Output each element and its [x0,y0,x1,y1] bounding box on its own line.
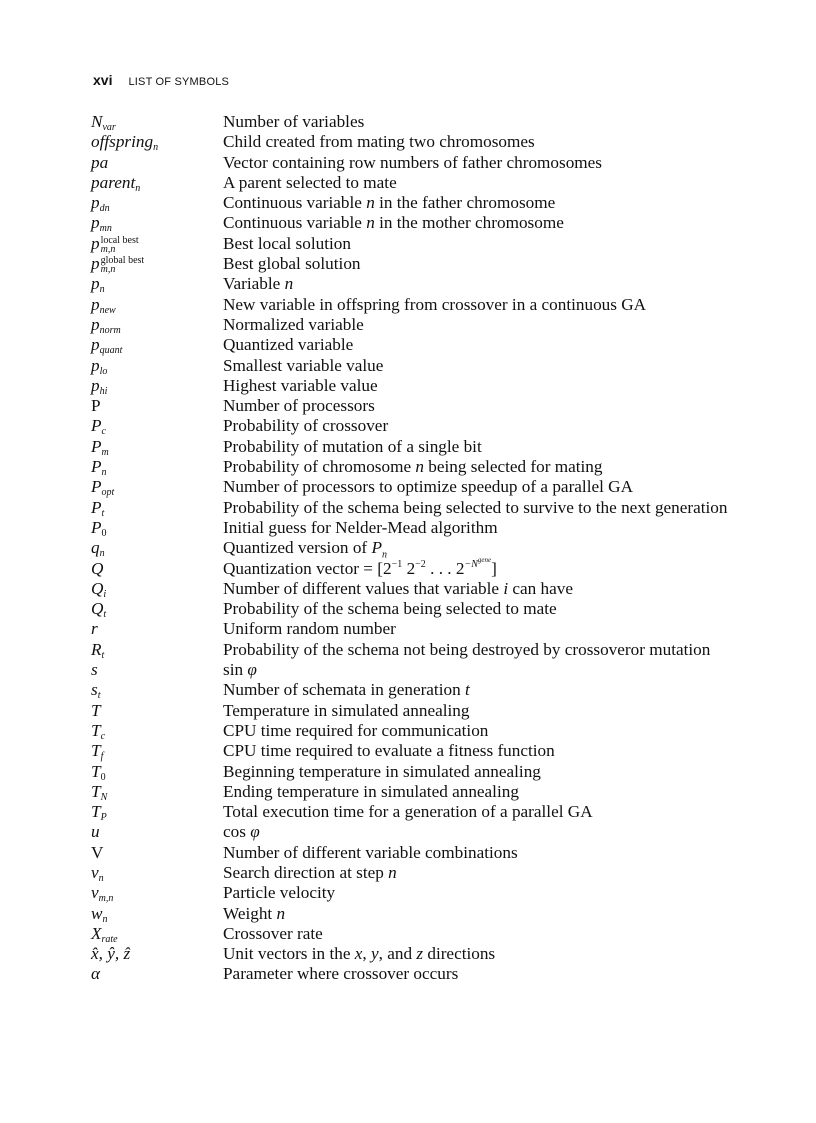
symbol-subscript: 0 [101,527,107,539]
symbol [91,153,223,173]
symbol [91,701,223,721]
exponent-base: −N [464,558,478,570]
symbol-description: Number of different variable combinations [223,842,518,862]
symbol-row [91,579,731,599]
symbol-base: T [91,720,101,740]
symbol-description [223,863,731,883]
symbol-subscript: var [102,122,116,133]
symbol-base: P [91,416,102,436]
symbol-row [91,843,731,863]
symbol-row [91,802,731,822]
symbol-subscript: i [103,588,107,600]
symbol-row [91,437,731,457]
symbol-base: T [91,781,101,801]
symbol-subscript: quant [99,345,123,357]
symbol-row [91,619,731,639]
symbol-subscript: mn [99,223,112,235]
symbol-subscript: m,n [100,243,116,255]
symbol-base: ν [91,883,99,903]
symbol [91,457,223,477]
desc-variable: z [416,944,424,964]
symbol-base: w [91,903,103,923]
desc-text: Variable [223,274,285,294]
symbol [91,660,223,680]
desc-text: ] [491,558,497,578]
symbol-subscript: m,n [100,264,116,276]
desc-text: . . . 2 [425,558,465,578]
symbol-description: Temperature in simulated annealing [223,700,470,720]
desc-text: sin [223,660,248,680]
symbol-row [91,213,731,233]
symbol-row [91,660,731,680]
symbol-row [91,335,731,355]
symbol-subscript: new [99,304,116,316]
desc-text: in the mother chromosome [374,213,564,233]
desc-text: , and [378,944,417,964]
symbol [91,295,223,315]
symbol-description: Smallest variable value [223,355,384,375]
desc-text: being selected for mating [423,457,603,477]
symbol-row [91,883,731,903]
symbol-description: A parent selected to mate [223,172,397,192]
desc-text: 2 [402,558,416,578]
desc-text: Probability of chromosome [223,457,416,477]
symbol-row [91,396,731,416]
symbol-subscript: lo [99,365,108,377]
symbol-description: Number of processors to optimize speedup of a parallel GA [223,477,633,497]
symbol-row [91,701,731,721]
symbol-row [91,112,731,132]
symbol-base: p [91,274,100,294]
symbol-base: R [91,639,102,659]
symbol [91,173,223,193]
symbol [91,721,223,741]
symbol [91,416,223,436]
desc-variable: n [276,903,286,923]
symbol-row [91,254,731,274]
symbol [91,802,223,822]
symbol [91,538,223,558]
symbol [91,599,223,619]
symbol-base: P [91,477,102,497]
symbol-row [91,822,731,842]
symbol-description [223,193,731,213]
symbol-subscript: 0 [100,771,106,783]
exponent: −1 [391,558,403,570]
symbol-row [91,477,731,497]
desc-variable: n [388,862,397,882]
symbol-base: P [91,436,102,456]
symbol [91,964,223,984]
symbol-row [91,234,731,254]
desc-text: Number of schemata in generation [223,680,465,700]
symbol-row [91,904,731,924]
symbol-superscript: global best [100,255,145,267]
symbol [91,335,223,355]
symbol-description: Child created from mating two chromosomes [223,132,535,152]
exponent [464,555,492,570]
symbol-description: Ending temperature in simulated annealing [223,781,519,801]
symbol [91,518,223,538]
symbol [91,843,223,863]
symbol-description: New variable in offspring from crossover in a continuous GA [223,294,647,314]
symbol [91,396,223,416]
symbol-subscript: n [99,284,105,296]
symbol-base: P [91,457,102,477]
symbol-row [91,173,731,193]
symbol-base: α [91,964,101,984]
symbol-description [223,822,731,842]
symbol-subscript: n [135,182,141,194]
symbol-subscript: opt [101,487,115,499]
symbol-base: P [91,497,102,517]
symbol [91,619,223,639]
desc-variable: i [503,578,509,598]
symbol-description [223,274,731,294]
symbol-description: Probability of crossover [223,416,389,436]
symbol-base: P [91,517,102,537]
desc-text: Quantized version of [223,538,372,558]
symbol-row [91,721,731,741]
symbol-description [223,660,731,680]
symbol [91,559,223,579]
symbol-row [91,555,731,579]
desc-variable: x [354,944,363,964]
symbol-base: p [91,294,100,314]
symbol [91,863,223,883]
symbol-scripts [101,256,145,274]
symbol-row [91,599,731,619]
symbol-base: offspring [91,132,154,152]
symbol [91,498,223,518]
symbol-base: X [91,923,102,943]
symbol-row [91,132,731,152]
symbol [91,254,223,274]
desc-text: directions [423,944,496,964]
symbol-base: p [91,314,100,334]
symbol-base: s [91,680,98,700]
symbol-subscript: N [100,791,108,803]
symbol-base: ν [91,862,99,882]
symbol-description: Particle velocity [223,883,336,903]
symbol-subscript: t [101,507,105,519]
symbol-base: s [91,660,98,680]
symbol-subscript: norm [99,324,121,336]
symbol-description: Uniform random number [223,619,396,639]
exponent: −2 [415,558,426,570]
symbol-row [91,356,731,376]
symbol-subscript: c [101,426,106,438]
symbol-list [91,112,731,985]
desc-text: can have [508,578,573,598]
symbol [91,762,223,782]
symbol-row [91,741,731,761]
symbol-description: Quantized variable [223,335,354,355]
symbol-description: Parameter where crossover occurs [223,964,459,984]
symbol [91,904,223,924]
symbol-subscript: n [98,872,104,884]
symbol-description [223,213,731,233]
desc-variable: n [366,193,375,213]
symbol-row [91,315,731,335]
symbol [91,924,223,944]
symbol-description: Highest variable value [223,375,378,395]
symbol-description: Number of processors [223,396,375,416]
symbol-base: parent [91,172,136,192]
stacked-symbol [91,234,139,254]
symbol-row [91,964,731,984]
desc-variable: φ [247,660,257,680]
symbol [91,356,223,376]
symbol-base: N [91,112,103,131]
symbol-row [91,153,731,173]
desc-variable: φ [250,822,260,842]
symbol-scripts [101,236,139,254]
symbol-row [91,782,731,802]
stacked-symbol [91,254,144,274]
symbol-description [223,944,731,964]
symbol-description [223,457,731,477]
symbol-row [91,274,731,294]
symbol-base: T [91,761,101,781]
symbol [91,315,223,335]
symbol-base: u [91,822,100,842]
symbol-row [91,376,731,396]
symbol-base: x̂, ŷ, ẑ [91,944,131,964]
symbol-base: Q [91,578,104,598]
symbol [91,274,223,294]
symbol-description [223,555,731,579]
symbol-description: Probability of mutation of a single bit [223,436,482,456]
symbol-description: Best global solution [223,254,361,274]
symbol-base: Q [91,558,104,578]
symbol-row [91,944,731,964]
symbol-subscript: c [100,730,106,742]
symbol [91,822,223,842]
desc-variable: n [366,213,375,233]
symbol [91,437,223,457]
desc-variable: t [464,680,470,700]
symbol [91,132,223,152]
symbol-description: Probability of the schema not being destroyed by crossoveror mutation [223,639,711,659]
symbol-row [91,518,731,538]
desc-variable-subscript: n [381,549,387,561]
symbol-base: V [91,842,104,862]
desc-text: Weight [223,903,277,923]
exponent-subscript: gene [477,555,492,564]
symbol-subscript: P [100,812,107,824]
symbol-subscript: n [99,548,105,560]
symbol-description: Crossover rate [223,923,323,943]
symbol-base: p [91,233,100,253]
symbol-description [223,904,731,924]
symbol-subscript: t [101,649,105,661]
desc-text: Quantization vector = [2 [223,558,392,578]
symbol-subscript: t [103,609,107,621]
desc-text: , [362,944,371,964]
symbol-row [91,295,731,315]
symbol-row [91,924,731,944]
symbol-row [91,498,731,518]
symbol-base: T [91,802,101,822]
desc-variable: P [371,538,382,558]
desc-text: Search direction at step [223,862,389,882]
symbol [91,477,223,497]
symbol-base: p [91,254,100,274]
symbol [91,234,223,254]
symbol-row [91,416,731,436]
symbol-description: Best local solution [223,233,351,253]
symbol-base: p [91,355,100,375]
desc-text: Continuous variable [223,193,367,213]
symbol-subscript: m,n [98,893,114,905]
symbol-base: pa [91,152,109,172]
symbol-row [91,193,731,213]
symbol-description: CPU time required for communication [223,720,489,740]
symbol-row [91,762,731,782]
symbol-base: P [91,396,101,416]
desc-variable: n [415,457,424,477]
symbol [91,680,223,700]
symbol-base: p [91,213,100,233]
desc-variable: n [284,274,294,294]
page-header [93,72,229,92]
symbol-superscript: local best [100,234,139,246]
symbol-description: Initial guess for Nelder-Mead algorithm [223,517,498,537]
symbol-description: Probability of the schema being selected to mate [223,599,557,619]
symbol [91,112,223,132]
symbol-subscript: rate [101,933,118,945]
symbol-base: T [91,700,101,720]
symbol-base: p [91,375,100,395]
symbol-base: p [91,335,100,355]
symbol [91,376,223,396]
symbol-row [91,680,731,700]
symbol-row [91,863,731,883]
symbol [91,782,223,802]
symbol [91,640,223,660]
symbol [91,883,223,903]
symbol-base: q [91,538,100,558]
symbol-row [91,457,731,477]
symbol-base: T [91,741,101,761]
desc-text: Continuous variable [223,213,367,233]
symbol-subscript: n [153,142,159,154]
symbol-description: Vector containing row numbers of father chromosomes [223,152,602,172]
symbol-description [223,680,731,700]
symbol-description: Normalized variable [223,314,364,334]
symbol [91,944,223,964]
symbol [91,579,223,599]
desc-text: cos [223,822,251,842]
symbol-subscript: n [101,467,107,479]
symbol-base: r [91,619,98,639]
symbol-description: Number of variables [223,112,365,131]
symbol-description: Beginning temperature in simulated annealing [223,761,541,781]
symbol-subscript: f [100,751,104,763]
symbol-description: Probability of the schema being selected to survive to the next generation [223,497,728,517]
symbol-subscript: hi [99,385,108,397]
symbol-subscript: t [97,690,101,702]
desc-text: Unit vectors in the [223,944,355,964]
symbol-description [223,579,731,599]
desc-text: in the father chromosome [374,193,556,213]
symbol-description: CPU time required to evaluate a fitness function [223,741,555,761]
symbol-base: p [91,193,100,213]
symbol [91,741,223,761]
symbol-base: Q [91,599,104,619]
page-number: xvi [93,72,113,88]
symbol-row [91,640,731,660]
symbol [91,213,223,233]
running-head: LIST OF SYMBOLS [128,76,230,88]
symbol-subscript: n [102,913,108,925]
symbol-subscript: dn [99,203,110,215]
desc-variable: y [370,944,379,964]
symbol [91,193,223,213]
symbol-subscript: m [101,446,109,458]
symbol-description: Total execution time for a generation of a parallel GA [223,802,593,822]
desc-text: Number of different values that variable [223,578,504,598]
